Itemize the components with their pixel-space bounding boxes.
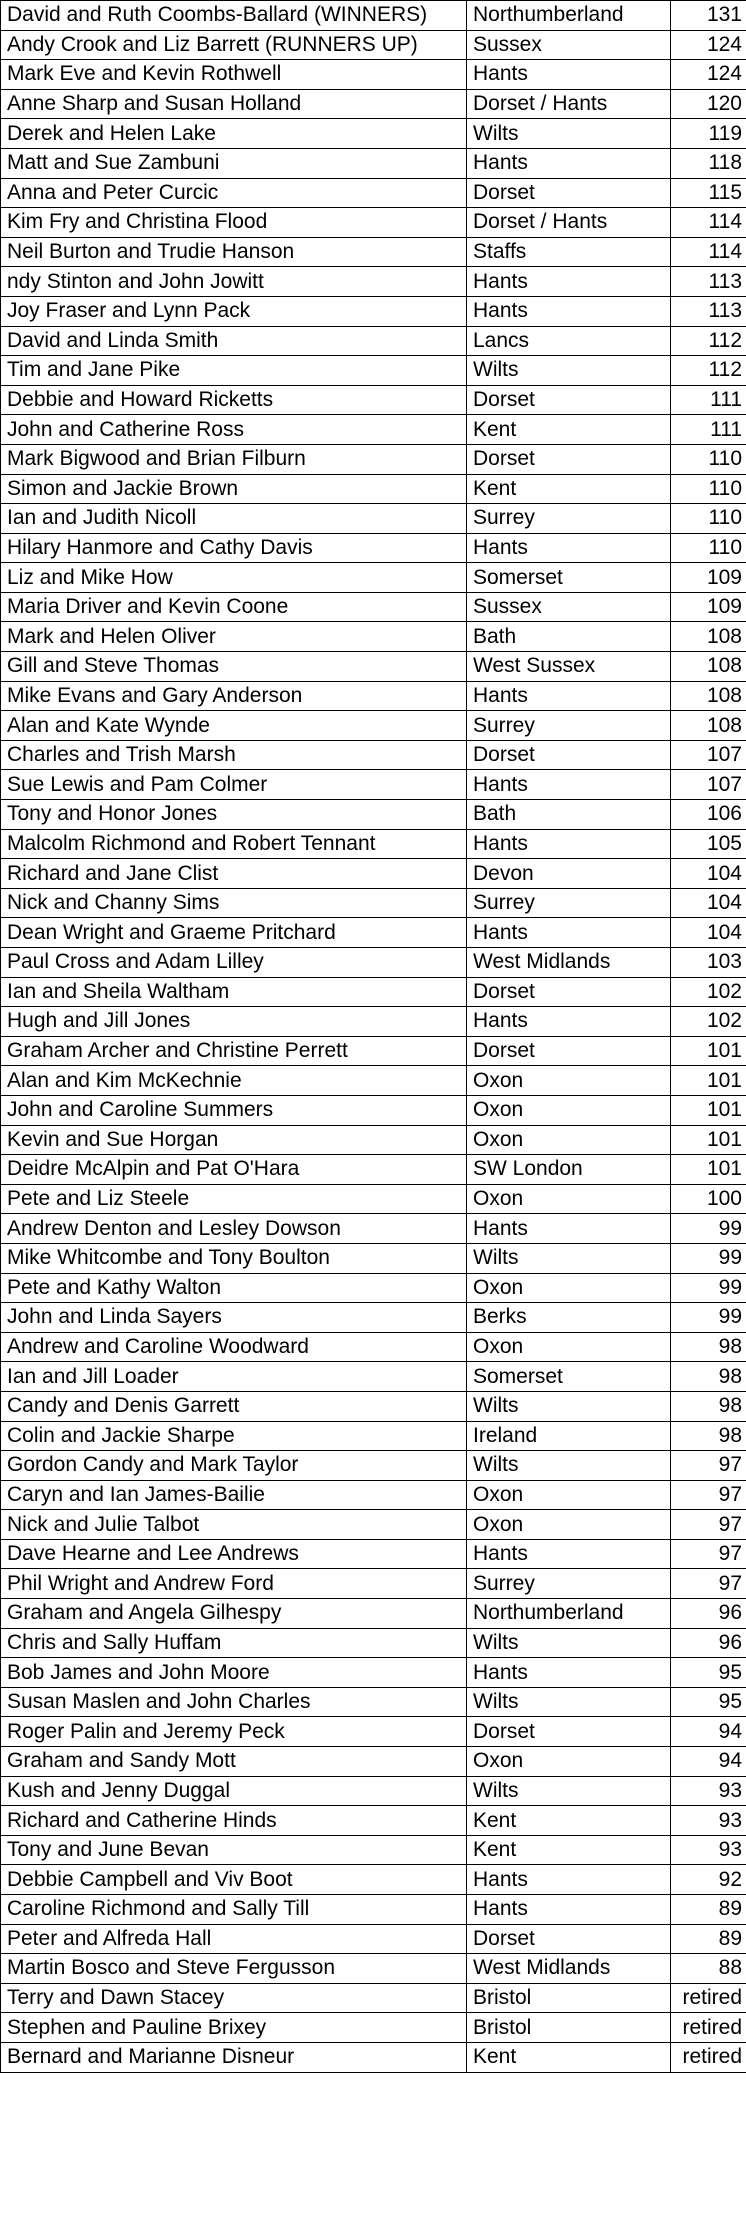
score-cell: 101 [671, 1066, 746, 1096]
table-row [1, 1687, 746, 1717]
county-cell: Wilts [467, 1391, 671, 1421]
score-cell: 106 [671, 800, 746, 830]
county-cell: Bristol [467, 2013, 671, 2043]
table-row [1, 30, 746, 60]
pair-name-cell: Nick and Channy Sims [1, 888, 467, 918]
table-row [1, 1362, 746, 1392]
pair-name-cell: Gill and Steve Thomas [1, 652, 467, 682]
county-cell: Kent [467, 415, 671, 445]
table-row [1, 1895, 746, 1925]
table-row [1, 296, 746, 326]
county-cell: Dorset / Hants [467, 208, 671, 238]
score-cell: 101 [671, 1036, 746, 1066]
table-row [1, 1066, 746, 1096]
table-row [1, 1747, 746, 1777]
table-row [1, 1806, 746, 1836]
pair-name-cell: Andy Crook and Liz Barrett (RUNNERS UP) [1, 30, 467, 60]
table-row [1, 1155, 746, 1185]
county-cell: Hants [467, 1658, 671, 1688]
pair-name-cell: Bernard and Marianne Disneur [1, 2042, 467, 2072]
score-cell: 114 [671, 208, 746, 238]
score-cell: 113 [671, 267, 746, 297]
table-row [1, 652, 746, 682]
table-row [1, 1924, 746, 1954]
score-cell: 102 [671, 1007, 746, 1037]
county-cell: Oxon [467, 1747, 671, 1777]
pair-name-cell: Graham and Angela Gilhespy [1, 1599, 467, 1629]
county-cell: Bath [467, 800, 671, 830]
pair-name-cell: Alan and Kate Wynde [1, 711, 467, 741]
pair-name-cell: Simon and Jackie Brown [1, 474, 467, 504]
county-cell: Wilts [467, 1451, 671, 1481]
pair-name-cell: Caroline Richmond and Sally Till [1, 1895, 467, 1925]
pair-name-cell: Debbie and Howard Ricketts [1, 385, 467, 415]
pair-name-cell: Caryn and Ian James-Bailie [1, 1480, 467, 1510]
score-cell: 110 [671, 474, 746, 504]
score-cell: 108 [671, 622, 746, 652]
pair-name-cell: Derek and Helen Lake [1, 119, 467, 149]
score-cell: 94 [671, 1717, 746, 1747]
county-cell: West Sussex [467, 652, 671, 682]
score-cell: 94 [671, 1747, 746, 1777]
table-row [1, 178, 746, 208]
pair-name-cell: ndy Stinton and John Jowitt [1, 267, 467, 297]
county-cell: Oxon [467, 1066, 671, 1096]
county-cell: Hants [467, 533, 671, 563]
table-row [1, 326, 746, 356]
table-row [1, 2042, 746, 2072]
table-row [1, 800, 746, 830]
score-cell: retired [671, 2013, 746, 2043]
county-cell: Hants [467, 296, 671, 326]
score-cell: 93 [671, 1776, 746, 1806]
score-cell: 118 [671, 148, 746, 178]
pair-name-cell: Nick and Julie Talbot [1, 1510, 467, 1540]
pair-name-cell: Pete and Liz Steele [1, 1184, 467, 1214]
county-cell: Somerset [467, 563, 671, 593]
county-cell: Dorset [467, 1036, 671, 1066]
score-cell: 124 [671, 60, 746, 90]
table-row [1, 592, 746, 622]
score-cell: 99 [671, 1214, 746, 1244]
score-cell: 104 [671, 918, 746, 948]
score-cell: 108 [671, 681, 746, 711]
score-cell: 112 [671, 356, 746, 386]
pair-name-cell: Richard and Jane Clist [1, 859, 467, 889]
county-cell: Oxon [467, 1125, 671, 1155]
table-row [1, 1303, 746, 1333]
pair-name-cell: Debbie Campbell and Viv Boot [1, 1865, 467, 1895]
county-cell: Dorset [467, 178, 671, 208]
table-row [1, 1658, 746, 1688]
county-cell: West Midlands [467, 948, 671, 978]
score-cell: 89 [671, 1895, 746, 1925]
pair-name-cell: Sue Lewis and Pam Colmer [1, 770, 467, 800]
county-cell: Somerset [467, 1362, 671, 1392]
score-cell: 97 [671, 1510, 746, 1540]
table-row [1, 1214, 746, 1244]
table-row [1, 1628, 746, 1658]
county-cell: Hants [467, 1865, 671, 1895]
county-cell: West Midlands [467, 1954, 671, 1984]
pair-name-cell: Martin Bosco and Steve Fergusson [1, 1954, 467, 1984]
score-cell: 99 [671, 1303, 746, 1333]
county-cell: Dorset [467, 1924, 671, 1954]
pair-name-cell: Deidre McAlpin and Pat O'Hara [1, 1155, 467, 1185]
county-cell: Wilts [467, 356, 671, 386]
pair-name-cell: Peter and Alfreda Hall [1, 1924, 467, 1954]
pair-name-cell: Susan Maslen and John Charles [1, 1687, 467, 1717]
score-cell: 95 [671, 1658, 746, 1688]
pair-name-cell: Alan and Kim McKechnie [1, 1066, 467, 1096]
county-cell: Dorset [467, 385, 671, 415]
pair-name-cell: Gordon Candy and Mark Taylor [1, 1451, 467, 1481]
score-cell: 89 [671, 1924, 746, 1954]
table-row [1, 1391, 746, 1421]
county-cell: Bath [467, 622, 671, 652]
pair-name-cell: Hugh and Jill Jones [1, 1007, 467, 1037]
table-row [1, 1243, 746, 1273]
score-cell: 107 [671, 740, 746, 770]
score-cell: 108 [671, 711, 746, 741]
score-cell: 110 [671, 504, 746, 534]
pair-name-cell: John and Catherine Ross [1, 415, 467, 445]
pair-name-cell: Malcolm Richmond and Robert Tennant [1, 829, 467, 859]
table-row [1, 740, 746, 770]
score-cell: 93 [671, 1806, 746, 1836]
pair-name-cell: Tony and Honor Jones [1, 800, 467, 830]
score-cell: 101 [671, 1095, 746, 1125]
pair-name-cell: Mark Bigwood and Brian Filburn [1, 444, 467, 474]
table-row [1, 1, 746, 31]
pair-name-cell: Andrew Denton and Lesley Dowson [1, 1214, 467, 1244]
score-cell: 97 [671, 1569, 746, 1599]
county-cell: Kent [467, 1806, 671, 1836]
table-row [1, 1983, 746, 2013]
pair-name-cell: Maria Driver and Kevin Coone [1, 592, 467, 622]
pair-name-cell: Chris and Sally Huffam [1, 1628, 467, 1658]
county-cell: Kent [467, 1835, 671, 1865]
score-cell: 124 [671, 30, 746, 60]
county-cell: Wilts [467, 1243, 671, 1273]
table-row [1, 148, 746, 178]
county-cell: Bristol [467, 1983, 671, 2013]
pair-name-cell: Kim Fry and Christina Flood [1, 208, 467, 238]
county-cell: Sussex [467, 30, 671, 60]
table-row [1, 1776, 746, 1806]
table-row [1, 1510, 746, 1540]
table-row [1, 415, 746, 445]
score-cell: 93 [671, 1835, 746, 1865]
county-cell: Oxon [467, 1332, 671, 1362]
results-table-body [1, 1, 746, 2073]
pair-name-cell: Paul Cross and Adam Lilley [1, 948, 467, 978]
score-cell: 114 [671, 237, 746, 267]
county-cell: Kent [467, 2042, 671, 2072]
score-cell: 96 [671, 1599, 746, 1629]
score-cell: 102 [671, 977, 746, 1007]
table-row [1, 681, 746, 711]
score-cell: 111 [671, 385, 746, 415]
pair-name-cell: Stephen and Pauline Brixey [1, 2013, 467, 2043]
county-cell: Hants [467, 1007, 671, 1037]
county-cell: Dorset [467, 977, 671, 1007]
pair-name-cell: Mike Evans and Gary Anderson [1, 681, 467, 711]
pair-name-cell: Anne Sharp and Susan Holland [1, 89, 467, 119]
county-cell: Hants [467, 681, 671, 711]
score-cell: 113 [671, 296, 746, 326]
score-cell: 104 [671, 859, 746, 889]
score-cell: retired [671, 1983, 746, 2013]
score-cell: 100 [671, 1184, 746, 1214]
table-row [1, 1421, 746, 1451]
county-cell: Wilts [467, 1628, 671, 1658]
pair-name-cell: Liz and Mike How [1, 563, 467, 593]
county-cell: Surrey [467, 1569, 671, 1599]
score-cell: 112 [671, 326, 746, 356]
score-cell: 95 [671, 1687, 746, 1717]
table-row [1, 563, 746, 593]
county-cell: Surrey [467, 888, 671, 918]
county-cell: Kent [467, 474, 671, 504]
table-row [1, 119, 746, 149]
pair-name-cell: John and Linda Sayers [1, 1303, 467, 1333]
score-cell: 115 [671, 178, 746, 208]
pair-name-cell: David and Ruth Coombs-Ballard (WINNERS) [1, 1, 467, 31]
pair-name-cell: Colin and Jackie Sharpe [1, 1421, 467, 1451]
table-row [1, 1569, 746, 1599]
pair-name-cell: Matt and Sue Zambuni [1, 148, 467, 178]
table-row [1, 1125, 746, 1155]
score-cell: 103 [671, 948, 746, 978]
table-row [1, 948, 746, 978]
county-cell: Surrey [467, 504, 671, 534]
county-cell: Northumberland [467, 1, 671, 31]
table-row [1, 1599, 746, 1629]
pair-name-cell: John and Caroline Summers [1, 1095, 467, 1125]
score-cell: 97 [671, 1539, 746, 1569]
table-row [1, 1539, 746, 1569]
table-row [1, 918, 746, 948]
table-row [1, 1451, 746, 1481]
pair-name-cell: Ian and Jill Loader [1, 1362, 467, 1392]
county-cell: Hants [467, 770, 671, 800]
score-cell: 97 [671, 1451, 746, 1481]
pair-name-cell: Terry and Dawn Stacey [1, 1983, 467, 2013]
table-row [1, 2013, 746, 2043]
table-row [1, 829, 746, 859]
county-cell: Dorset [467, 740, 671, 770]
table-row [1, 1036, 746, 1066]
table-row [1, 385, 746, 415]
score-cell: 101 [671, 1125, 746, 1155]
county-cell: Wilts [467, 1687, 671, 1717]
score-cell: 96 [671, 1628, 746, 1658]
pair-name-cell: Hilary Hanmore and Cathy Davis [1, 533, 467, 563]
score-cell: 97 [671, 1480, 746, 1510]
county-cell: Dorset [467, 444, 671, 474]
score-cell: 101 [671, 1155, 746, 1185]
pair-name-cell: Mike Whitcombe and Tony Boulton [1, 1243, 467, 1273]
pair-name-cell: Ian and Sheila Waltham [1, 977, 467, 1007]
table-row [1, 1480, 746, 1510]
table-row [1, 711, 746, 741]
table-row [1, 267, 746, 297]
pair-name-cell: Andrew and Caroline Woodward [1, 1332, 467, 1362]
pair-name-cell: Neil Burton and Trudie Hanson [1, 237, 467, 267]
score-cell: 99 [671, 1243, 746, 1273]
county-cell: Ireland [467, 1421, 671, 1451]
table-row [1, 60, 746, 90]
county-cell: Hants [467, 918, 671, 948]
county-cell: Dorset / Hants [467, 89, 671, 119]
county-cell: Surrey [467, 711, 671, 741]
pair-name-cell: Graham Archer and Christine Perrett [1, 1036, 467, 1066]
pair-name-cell: Mark Eve and Kevin Rothwell [1, 60, 467, 90]
score-cell: retired [671, 2042, 746, 2072]
county-cell: Oxon [467, 1273, 671, 1303]
pair-name-cell: Tim and Jane Pike [1, 356, 467, 386]
score-cell: 108 [671, 652, 746, 682]
table-row [1, 533, 746, 563]
pair-name-cell: Charles and Trish Marsh [1, 740, 467, 770]
pair-name-cell: Richard and Catherine Hinds [1, 1806, 467, 1836]
score-cell: 104 [671, 888, 746, 918]
score-cell: 109 [671, 563, 746, 593]
county-cell: Hants [467, 148, 671, 178]
county-cell: Oxon [467, 1480, 671, 1510]
table-row [1, 1184, 746, 1214]
table-row [1, 770, 746, 800]
pair-name-cell: Roger Palin and Jeremy Peck [1, 1717, 467, 1747]
table-row [1, 888, 746, 918]
table-row [1, 89, 746, 119]
score-cell: 111 [671, 415, 746, 445]
pair-name-cell: Joy Fraser and Lynn Pack [1, 296, 467, 326]
county-cell: Hants [467, 1895, 671, 1925]
pair-name-cell: Pete and Kathy Walton [1, 1273, 467, 1303]
pair-name-cell: Candy and Denis Garrett [1, 1391, 467, 1421]
table-row [1, 1095, 746, 1125]
pair-name-cell: Anna and Peter Curcic [1, 178, 467, 208]
score-cell: 107 [671, 770, 746, 800]
score-cell: 98 [671, 1362, 746, 1392]
score-cell: 98 [671, 1391, 746, 1421]
county-cell: Sussex [467, 592, 671, 622]
table-row [1, 444, 746, 474]
pair-name-cell: Bob James and John Moore [1, 1658, 467, 1688]
county-cell: Hants [467, 267, 671, 297]
table-row [1, 356, 746, 386]
pair-name-cell: Dave Hearne and Lee Andrews [1, 1539, 467, 1569]
county-cell: Hants [467, 829, 671, 859]
table-row [1, 977, 746, 1007]
county-cell: Hants [467, 1214, 671, 1244]
table-row [1, 1717, 746, 1747]
county-cell: Northumberland [467, 1599, 671, 1629]
table-row [1, 237, 746, 267]
county-cell: Devon [467, 859, 671, 889]
county-cell: Berks [467, 1303, 671, 1333]
table-row [1, 1835, 746, 1865]
county-cell: Hants [467, 1539, 671, 1569]
pair-name-cell: Dean Wright and Graeme Pritchard [1, 918, 467, 948]
table-row [1, 1954, 746, 1984]
county-cell: Oxon [467, 1510, 671, 1540]
score-cell: 120 [671, 89, 746, 119]
score-cell: 119 [671, 119, 746, 149]
score-cell: 98 [671, 1332, 746, 1362]
county-cell: Hants [467, 60, 671, 90]
table-row [1, 622, 746, 652]
county-cell: Wilts [467, 119, 671, 149]
score-cell: 98 [671, 1421, 746, 1451]
score-cell: 88 [671, 1954, 746, 1984]
score-cell: 109 [671, 592, 746, 622]
table-row [1, 474, 746, 504]
table-row [1, 1332, 746, 1362]
table-row [1, 1865, 746, 1895]
score-cell: 99 [671, 1273, 746, 1303]
pair-name-cell: Mark and Helen Oliver [1, 622, 467, 652]
score-cell: 105 [671, 829, 746, 859]
county-cell: Dorset [467, 1717, 671, 1747]
county-cell: Wilts [467, 1776, 671, 1806]
pair-name-cell: Kevin and Sue Horgan [1, 1125, 467, 1155]
county-cell: Oxon [467, 1095, 671, 1125]
county-cell: Lancs [467, 326, 671, 356]
pair-name-cell: Ian and Judith Nicoll [1, 504, 467, 534]
county-cell: SW London [467, 1155, 671, 1185]
table-row [1, 504, 746, 534]
pair-name-cell: Graham and Sandy Mott [1, 1747, 467, 1777]
score-cell: 92 [671, 1865, 746, 1895]
pair-name-cell: Kush and Jenny Duggal [1, 1776, 467, 1806]
table-row [1, 1007, 746, 1037]
table-row [1, 208, 746, 238]
score-cell: 131 [671, 1, 746, 31]
pair-name-cell: Tony and June Bevan [1, 1835, 467, 1865]
score-cell: 110 [671, 444, 746, 474]
table-row [1, 859, 746, 889]
pair-name-cell: Phil Wright and Andrew Ford [1, 1569, 467, 1599]
table-row [1, 1273, 746, 1303]
pair-name-cell: David and Linda Smith [1, 326, 467, 356]
score-cell: 110 [671, 533, 746, 563]
county-cell: Staffs [467, 237, 671, 267]
county-cell: Oxon [467, 1184, 671, 1214]
